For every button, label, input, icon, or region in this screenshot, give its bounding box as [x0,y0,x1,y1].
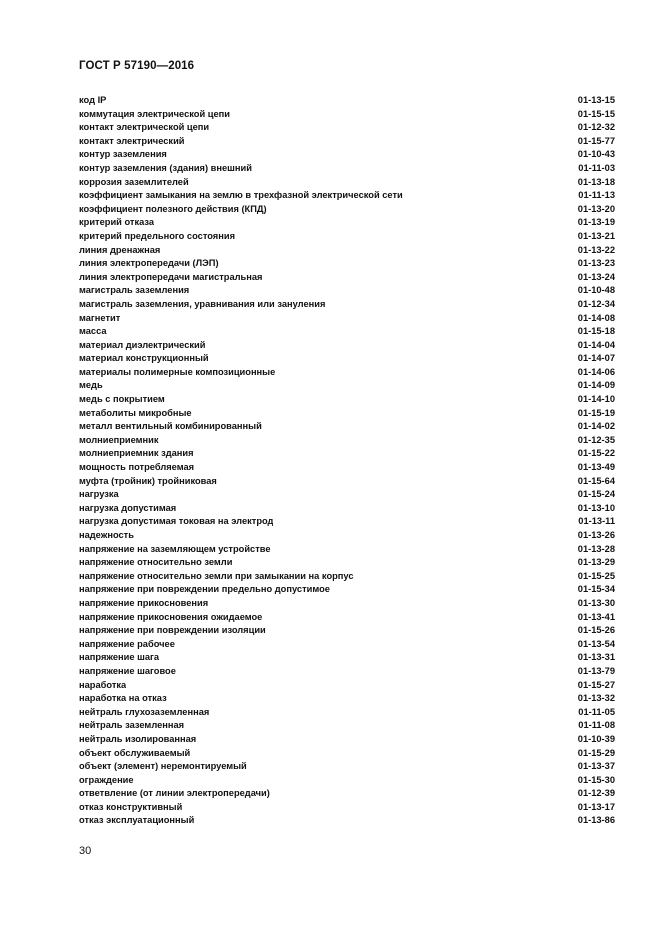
index-entry [79,284,615,298]
index-code: 01-13-20 [577,203,615,214]
index-term: магнетит [79,312,121,323]
index-term: материалы полимерные композиционные [79,366,276,377]
index-term: материал конструкционный [79,353,209,364]
index-term: напряжение относительно земли при замыкании на корпус [79,570,354,581]
index-entry [79,271,615,285]
index-code: 01-15-64 [577,475,615,486]
index-code: 01-11-13 [578,190,615,201]
index-entry [79,515,615,529]
index-entry [79,244,615,258]
index-entry [79,475,615,489]
index-code: 01-10-39 [577,733,615,744]
index-term: ответвление (от линии электропередачи) [79,788,270,799]
index-term: наработка [79,679,127,690]
index-code: 01-13-86 [577,815,615,826]
index-term: контур заземления (здания) внешний [79,162,252,173]
index-entry [79,570,615,584]
index-code: 01-15-24 [577,489,615,500]
index-code: 01-11-08 [578,720,615,731]
index-term: нагрузка [79,489,119,500]
index-code: 01-13-29 [577,557,615,568]
index-code: 01-14-06 [577,366,615,377]
index-entry [79,434,615,448]
index-code: 01-13-31 [577,652,615,663]
index-entry [79,339,615,353]
index-code: 01-12-34 [577,298,615,309]
index-term: объект обслуживаемый [79,747,191,758]
index-term: контакт электрический [79,135,185,146]
index-entry [79,189,615,203]
index-term: коррозия заземлителей [79,176,189,187]
index-term: линия электропередачи (ЛЭП) [79,258,219,269]
index-entry [79,366,615,380]
index-code: 01-13-49 [577,462,615,473]
index-term: масса [79,326,107,337]
index-entry [79,611,615,625]
index-term: напряжение прикосновения ожидаемое [79,611,263,622]
index-code: 01-13-19 [577,217,615,228]
index-code: 01-15-30 [577,774,615,785]
index-term: напряжение при повреждении предельно допустимое [79,584,330,595]
index-code: 01-13-11 [578,516,615,527]
index-term: контакт электрической цепи [79,122,210,133]
index-code: 01-10-48 [577,285,615,296]
index-entry [79,529,615,543]
index-entry [79,298,615,312]
document-header: ГОСТ Р 57190—2016 [79,60,195,72]
index-term: напряжение рабочее [79,638,175,649]
index-entry [79,379,615,393]
index-entry [79,801,615,815]
index-code: 01-15-25 [577,570,615,581]
index-entry [79,393,615,407]
index-code: 01-12-35 [577,434,615,445]
index-term: напряжение шаговое [79,665,176,676]
index-code: 01-13-18 [577,176,615,187]
index-term: критерий предельного состояния [79,230,235,241]
index-code: 01-14-08 [577,312,615,323]
index-term: метаболиты микробные [79,407,192,418]
index-term: нейтраль глухозаземленная [79,706,210,717]
index-term: наработка на отказ [79,693,167,704]
index-entry [79,216,615,230]
index-code: 01-15-15 [577,108,615,119]
index-term: коэффициент полезного действия (КПД) [79,203,267,214]
index-entry [79,257,615,271]
index-code: 01-13-30 [577,597,615,608]
index-term: медь [79,380,103,391]
index-term: объект (элемент) неремонтируемый [79,761,247,772]
index-entry [79,121,615,135]
index-entry [79,407,615,421]
index-term: напряжение на заземляющем устройстве [79,543,271,554]
index-entry [79,733,615,747]
index-entry [79,461,615,475]
index-code: 01-15-27 [577,679,615,690]
index-code: 01-13-10 [577,502,615,513]
index-entry [79,108,615,122]
index-entry [79,162,615,176]
index-entry [79,488,615,502]
index-term: молниеприемник [79,434,159,445]
index-entry [79,665,615,679]
index-entry [79,597,615,611]
index-code: 01-13-23 [577,258,615,269]
index-entry [79,325,615,339]
index-term: отказ конструктивный [79,801,183,812]
index-entry [79,352,615,366]
index-entry [79,176,615,190]
index-code: 01-15-29 [577,747,615,758]
index-code: 01-13-21 [577,230,615,241]
index-entry [79,230,615,244]
index-code: 01-13-41 [577,611,615,622]
index-entry [79,203,615,217]
index-term: коммутация электрической цепи [79,108,230,119]
index-code: 01-10-43 [577,149,615,160]
index-code: 01-14-07 [577,353,615,364]
index-term: нейтраль заземленная [79,720,185,731]
index-code: 01-15-77 [577,135,615,146]
index-term: металл вентильный комбинированный [79,421,262,432]
index-entry [79,814,615,828]
index-entry [79,583,615,597]
index-term: молниеприемник здания [79,448,194,459]
index-entry [79,94,615,108]
index-code: 01-15-18 [577,326,615,337]
index-entry [79,447,615,461]
index-code: 01-13-22 [577,244,615,255]
index-code: 01-12-39 [577,788,615,799]
index-code: 01-13-28 [577,543,615,554]
index-term: контур заземления [79,149,167,160]
index-code: 01-13-15 [577,95,615,105]
index-term: ограждение [79,774,134,785]
index-term: напряжение прикосновения [79,597,209,608]
index-entry [79,774,615,788]
term-index-list [79,94,615,828]
page-number: 30 [79,845,92,857]
index-entry [79,679,615,693]
index-term: муфта (тройник) тройниковая [79,475,217,486]
index-code: 01-13-24 [577,271,615,282]
index-term: магистраль заземления, уравнивания или зануления [79,298,326,309]
index-entry [79,651,615,665]
index-entry [79,543,615,557]
index-entry [79,624,615,638]
index-entry [79,502,615,516]
index-code: 01-13-26 [577,530,615,540]
index-entry [79,556,615,570]
index-term: линия электропередачи магистральная [79,271,263,282]
index-code: 01-13-79 [577,665,615,676]
index-entry [79,312,615,326]
index-term: нейтраль изолированная [79,733,197,744]
index-code: 01-13-54 [577,638,615,649]
index-code: 01-14-04 [577,339,615,350]
index-term: коэффициент замыкания на землю в трехфазной электрической сети [79,190,403,201]
index-entry [79,638,615,652]
index-term: медь с покрытием [79,394,165,405]
index-entry [79,719,615,733]
index-term: критерий отказа [79,217,155,228]
index-term: напряжение относительно земли [79,557,233,568]
index-term: код IP [79,95,107,105]
index-term: напряжение при повреждении изоляции [79,625,266,636]
index-code: 01-13-17 [577,801,615,812]
index-code: 01-14-02 [577,421,615,432]
index-term: магистраль заземления [79,285,190,296]
index-entry [79,706,615,720]
index-code: 01-13-32 [577,693,615,704]
index-term: нагрузка допустимая токовая на электрод [79,516,274,527]
index-code: 01-15-22 [577,448,615,459]
index-code: 01-11-03 [578,162,615,173]
index-term: мощность потребляемая [79,462,195,473]
index-entry [79,760,615,774]
index-term: напряжение шага [79,652,160,663]
index-entry [79,692,615,706]
index-code: 01-15-26 [577,625,615,636]
index-term: линия дренажная [79,244,161,255]
index-term: нагрузка допустимая [79,502,177,513]
index-code: 01-14-09 [577,380,615,391]
index-code: 01-11-05 [578,706,615,717]
index-code: 01-15-19 [577,407,615,418]
index-entry [79,747,615,761]
index-entry [79,135,615,149]
index-entry [79,420,615,434]
index-term: отказ эксплуатационный [79,815,195,826]
index-entry [79,787,615,801]
index-entry [79,148,615,162]
index-code: 01-13-37 [577,761,615,772]
index-term: надежность [79,530,134,540]
index-term: материал диэлектрический [79,339,206,350]
index-code: 01-12-32 [577,122,615,133]
index-code: 01-14-10 [577,394,615,405]
index-code: 01-15-34 [577,584,615,595]
